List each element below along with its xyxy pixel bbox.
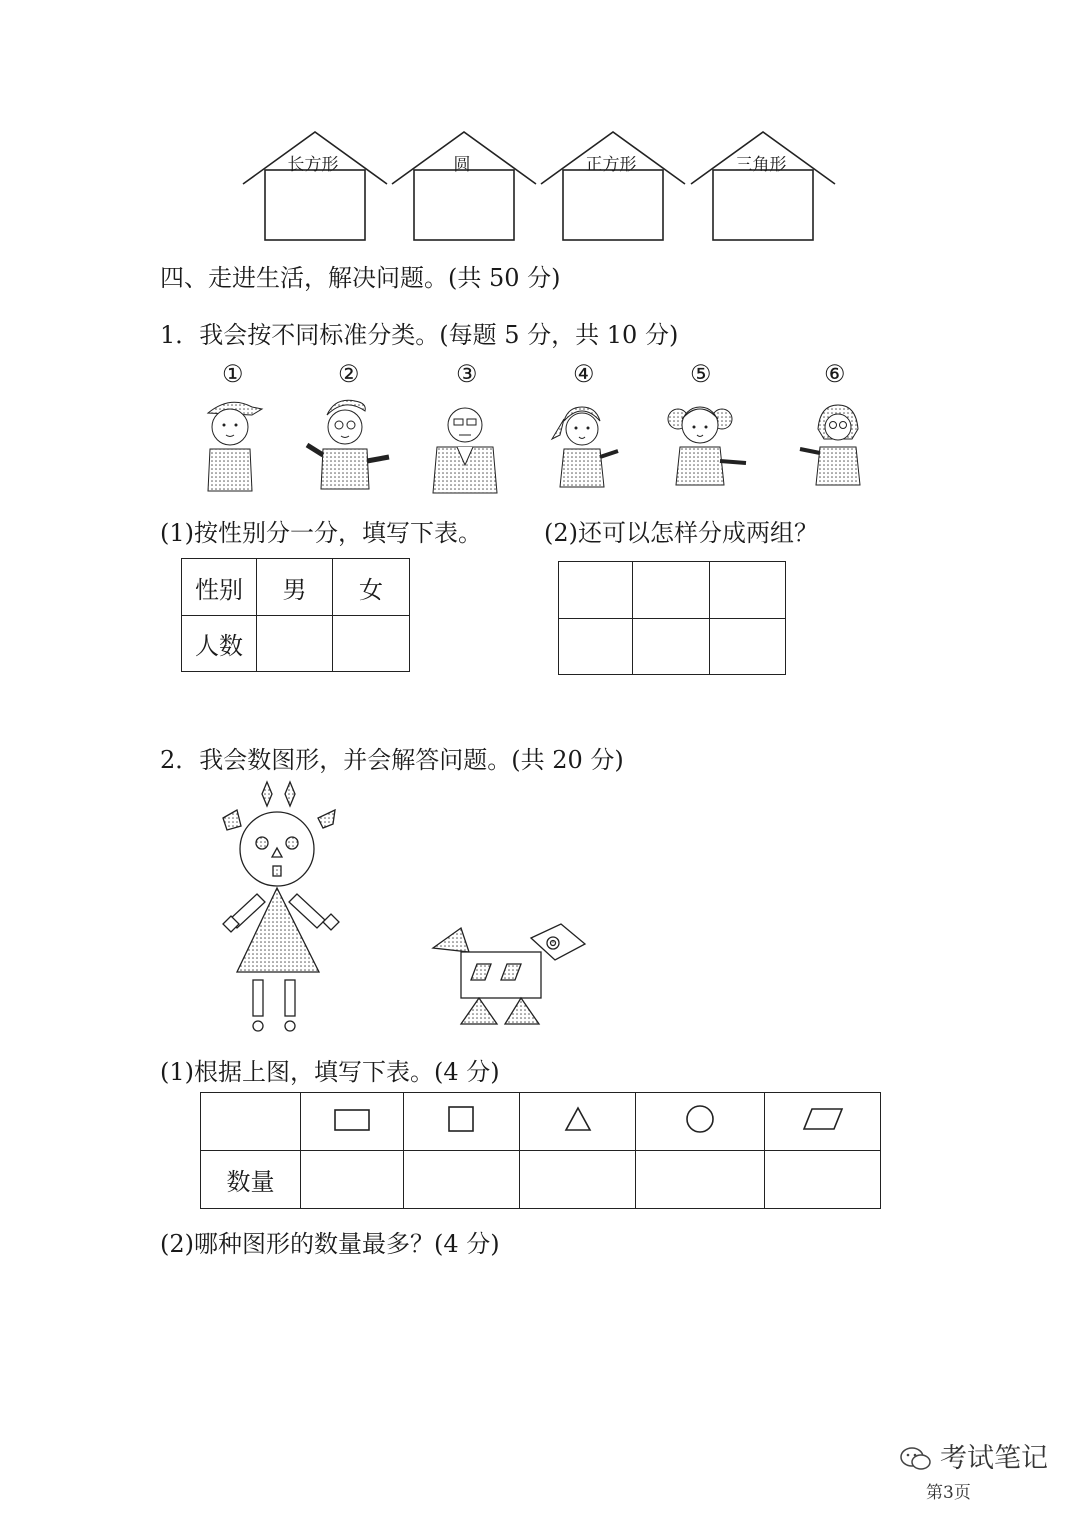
circle-icon <box>683 1103 717 1135</box>
house-rectangle <box>243 132 387 240</box>
shape-table-corner <box>201 1093 301 1151</box>
gender-table <box>181 558 410 672</box>
house-label-square: 正方形 <box>585 155 637 175</box>
grouping-cell[interactable] <box>559 562 633 619</box>
question-2-sub2: (2)哪种图形的数量最多？(4 分) <box>160 1230 500 1258</box>
question-1-title: 1．我会按不同标准分类。(每题 5 分，共 10 分) <box>160 321 679 349</box>
square-icon <box>446 1104 478 1134</box>
parallelogram-count-cell[interactable] <box>765 1151 881 1209</box>
rectangle-icon <box>332 1105 372 1133</box>
question-1-sub1: (1)按性别分一分，填写下表。 <box>160 519 482 547</box>
count-label: 人数 <box>182 616 257 672</box>
house-label-rectangle: 长方形 <box>287 155 339 175</box>
male-count-cell[interactable] <box>257 616 333 672</box>
shape-count-table <box>200 1092 881 1209</box>
shape-girl-figure <box>223 782 339 1031</box>
question-1-sub2: (2)还可以怎样分成两组？ <box>544 519 818 547</box>
gender-header: 性别 <box>182 559 257 616</box>
grouping-cell[interactable] <box>633 562 710 619</box>
quantity-label: 数量 <box>201 1151 301 1209</box>
house-label-circle: 圆 <box>453 155 471 175</box>
male-header: 男 <box>257 559 333 616</box>
figure-number-2: ② <box>338 360 360 388</box>
watermark-text: 考试笔记 <box>940 1443 1048 1474</box>
circle-count-cell[interactable] <box>636 1151 765 1209</box>
triangle-header <box>520 1093 636 1151</box>
grandpa-illustration <box>433 408 497 493</box>
female-header: 女 <box>333 559 410 616</box>
parallelogram-icon <box>800 1104 846 1134</box>
square-header <box>404 1093 520 1151</box>
people-illustrations <box>190 395 880 500</box>
house-circle <box>392 132 536 240</box>
shape-dog-figure <box>433 924 585 1024</box>
grouping-cell[interactable] <box>710 562 786 619</box>
shape-figures <box>215 780 615 1040</box>
girl-with-ponytail-illustration <box>552 407 618 487</box>
house-label-triangle: 三角形 <box>735 155 787 175</box>
grouping-cell[interactable] <box>710 619 786 675</box>
grouping-table <box>558 561 786 675</box>
woman-with-glasses-illustration <box>800 405 860 485</box>
square-count-cell[interactable] <box>404 1151 520 1209</box>
parallelogram-header <box>765 1093 881 1151</box>
triangle-icon <box>562 1104 594 1134</box>
circle-header <box>636 1093 765 1151</box>
grouping-cell[interactable] <box>633 619 710 675</box>
boy-with-glasses-illustration <box>307 400 389 489</box>
female-count-cell[interactable] <box>333 616 410 672</box>
figure-number-5: ⑤ <box>690 360 712 388</box>
houses-drawing <box>0 0 1080 250</box>
figure-number-1: ① <box>222 360 244 388</box>
boy-with-cap-illustration <box>208 402 262 491</box>
girl-with-buns-illustration <box>668 407 746 485</box>
wechat-icon <box>898 1444 934 1474</box>
figure-number-3: ③ <box>456 360 478 388</box>
page-number: 第3页 <box>926 1483 971 1503</box>
figure-number-4: ④ <box>573 360 595 388</box>
house-triangle <box>691 132 835 240</box>
grouping-cell[interactable] <box>559 619 633 675</box>
question-2-title: 2．我会数图形，并会解答问题。(共 20 分) <box>160 746 624 774</box>
figure-number-6: ⑥ <box>824 360 846 388</box>
rectangle-count-cell[interactable] <box>301 1151 404 1209</box>
house-square <box>541 132 685 240</box>
triangle-count-cell[interactable] <box>520 1151 636 1209</box>
question-2-sub1: (1)根据上图，填写下表。(4 分) <box>160 1058 500 1086</box>
section-heading: 四、走进生活，解决问题。(共 50 分) <box>160 264 561 292</box>
rectangle-header <box>301 1093 404 1151</box>
